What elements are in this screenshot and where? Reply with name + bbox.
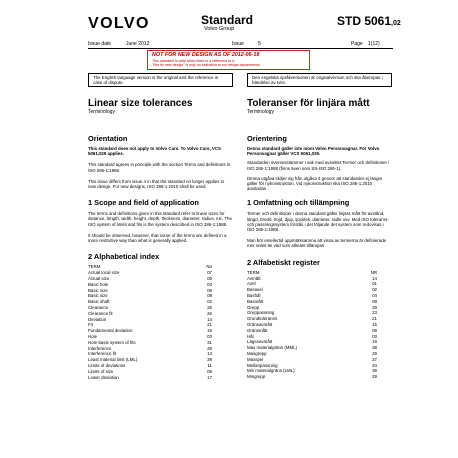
scope-heading-sv: 1 Omfattning och tillämpning bbox=[247, 198, 350, 208]
orientation-bold-sv: Denna standard gäller inte inom Volvo Personvagnar. För Volvo Personvagnar gäller VCS 5061,029. bbox=[247, 146, 380, 157]
issue-date-label: Issue date bbox=[88, 41, 112, 47]
index-heading-en: 2 Alphabetical index bbox=[88, 252, 160, 262]
list-item: Min materialgräns (LML) 39 bbox=[247, 368, 377, 374]
scope-heading-en: 1 Scope and field of application bbox=[88, 198, 199, 208]
list-item: Hole-basis system of fits 31 bbox=[88, 339, 212, 345]
index-list-en bbox=[88, 270, 212, 380]
index-col-no: No bbox=[206, 264, 212, 270]
orientation-p2-sv: Denna utgåva skiljer sig från utgåva 4 genom att standarden ej längre gäller för nykonstruktion. Vid nykonstruktion ska ISO 286-1:2010 användas. bbox=[247, 175, 383, 192]
right-column bbox=[247, 98, 392, 380]
page-label: Page bbox=[351, 41, 363, 47]
list-item: Maxgrepp 29 bbox=[247, 351, 377, 356]
page-number: 1(12) bbox=[368, 41, 380, 47]
list-item: Fit 21 bbox=[88, 322, 212, 328]
list-item: Grepp 28 bbox=[247, 304, 377, 310]
list-item: Basaxel 02 bbox=[247, 287, 377, 293]
list-item: Bashål 04 bbox=[247, 293, 377, 299]
list-item: Gränsmått 09 bbox=[247, 327, 377, 333]
subtitle-sv: Terminology bbox=[247, 109, 274, 115]
list-item: Clearance fit 26 bbox=[88, 310, 212, 316]
notice-line-2: "Not for new design" is only an indication to our design departments. bbox=[152, 63, 261, 67]
orientation-p2-en: This issue differs from issue 4 in that the standard no longer applies to new design. For new designs, ISO 286-1:2010 shall be used. bbox=[88, 178, 225, 190]
index-list-sv bbox=[247, 276, 377, 380]
title-sv: Toleranser för linjära mått bbox=[247, 98, 370, 109]
list-item: Greppassning 23 bbox=[247, 310, 377, 316]
scope-p1-en: The terms and definitions given in this standard refer to linear sizes for distance, length, width, height, depth, thickness, diameter, radius, etc. The ISO system of limits and fits is the system described in ISO 286-1:1988. bbox=[88, 211, 232, 227]
not-for-new-design-notice bbox=[147, 50, 310, 70]
list-item: Axel 01 bbox=[247, 281, 377, 287]
list-item: Basmått 08 bbox=[247, 298, 377, 304]
header-divider bbox=[88, 48, 393, 49]
list-item: Actual size 06 bbox=[88, 276, 212, 282]
list-item: Mellanpassning 34 bbox=[247, 362, 377, 368]
orientation-p1-en: This standard agrees in principle with the section Terms and definitions in ISO 286-1:1988. bbox=[88, 162, 231, 173]
list-item: Basic hole 04 bbox=[88, 281, 212, 287]
standard-number: STD 5061,02 bbox=[337, 14, 401, 28]
index-header-en bbox=[88, 264, 212, 269]
list-item: Deviation 14 bbox=[88, 316, 212, 322]
document-owner: Volvo Group bbox=[204, 26, 235, 32]
list-item: Hål 03 bbox=[247, 333, 377, 339]
issue-label: Issue bbox=[232, 41, 244, 47]
list-item: Max materialgräns (MML) 38 bbox=[247, 345, 377, 351]
list-item: Gränsavmått 15 bbox=[247, 322, 377, 328]
orientation-heading-sv: Orientering bbox=[247, 134, 287, 143]
list-item: Fundamental deviation 19 bbox=[88, 328, 212, 334]
orientation-p1-sv: Standarden överensstämmer i sak med avsnittet Termer och definitioner i ISO 286-1:1988 (finns även som SS-ISO 286-1). bbox=[247, 160, 390, 171]
document-type: Standard bbox=[201, 13, 254, 27]
list-item: Avmått 14 bbox=[247, 275, 377, 281]
language-note-en: The English language version is the original and the reference in case of dispute. bbox=[88, 73, 233, 87]
title-en: Linear size tolerances bbox=[88, 98, 193, 109]
scope-p2-en: It should be observed, however, that some of the terms are defined in a more restrictive way than what is generally applied. bbox=[88, 232, 227, 244]
issue-date: June 2012 bbox=[126, 41, 150, 47]
list-item: Basic shaft 02 bbox=[88, 299, 212, 305]
list-item: Basic size 08 bbox=[88, 287, 212, 293]
scope-p1-sv: Termer och definitioner i denna standard gäller linjära mått för avstånd, längd, bredd, höjd, djup, tjocklek, diameter, radie osv. Med ISO toleransr- och passningssystem förstås i det följande det system som redovisas i ISO 286-1:1988. bbox=[247, 211, 389, 233]
index-header-sv bbox=[247, 270, 377, 275]
subtitle-en: Terminology bbox=[88, 109, 115, 115]
list-item: Actual local size 07 bbox=[88, 270, 212, 276]
index-col-no: NR bbox=[370, 269, 377, 275]
list-item: Limits of deviations 11 bbox=[88, 362, 212, 368]
list-item: Clearance 25 bbox=[88, 305, 212, 311]
index-heading-sv: 2 Alfabetiskt register bbox=[247, 257, 320, 267]
language-note-sv: Den engelska språkversionen är originalversion och ska åberopas i händelse av tvist. bbox=[247, 73, 392, 87]
list-item: Grundtoleranns 21 bbox=[247, 316, 377, 322]
index-col-term: TERM bbox=[88, 264, 101, 270]
list-item: Limits of size 09 bbox=[88, 368, 212, 374]
notice-title: NOT FOR NEW DESIGN AS OF 2012-06-18 bbox=[152, 52, 260, 58]
volvo-logo: VOLVO bbox=[88, 15, 150, 32]
list-item: Least material limit (LML) 39 bbox=[88, 357, 212, 363]
list-item: Hole 03 bbox=[88, 334, 212, 339]
orientation-heading-en: Orientation bbox=[88, 134, 128, 143]
orientation-bold-en: This standard does not apply to Volvo Cars. To Volvo Cars, VCS 5061,029 applies. bbox=[88, 146, 221, 157]
issue-number: 5 bbox=[258, 41, 261, 47]
list-item: Mingrepp 29 bbox=[247, 374, 377, 380]
list-item: Interference fit 13 bbox=[88, 351, 212, 357]
scope-p2-sv: Man bör emellertid uppmärksamma att vissa av termerna är definierade mer snävt än vad som allmänt tillämpas. bbox=[247, 238, 387, 249]
list-item: Maxspel 27 bbox=[247, 356, 377, 362]
list-item: Interference 28 bbox=[88, 345, 212, 351]
list-item: Lower deviation 17 bbox=[88, 374, 212, 380]
notice-line-1: This standard is valid when there is a reference to it. bbox=[152, 59, 236, 63]
list-item: Basic size 08 bbox=[88, 293, 212, 299]
index-col-term: TERM bbox=[247, 269, 260, 275]
list-item: Lägesavmått 19 bbox=[247, 339, 377, 345]
left-column bbox=[88, 98, 233, 380]
